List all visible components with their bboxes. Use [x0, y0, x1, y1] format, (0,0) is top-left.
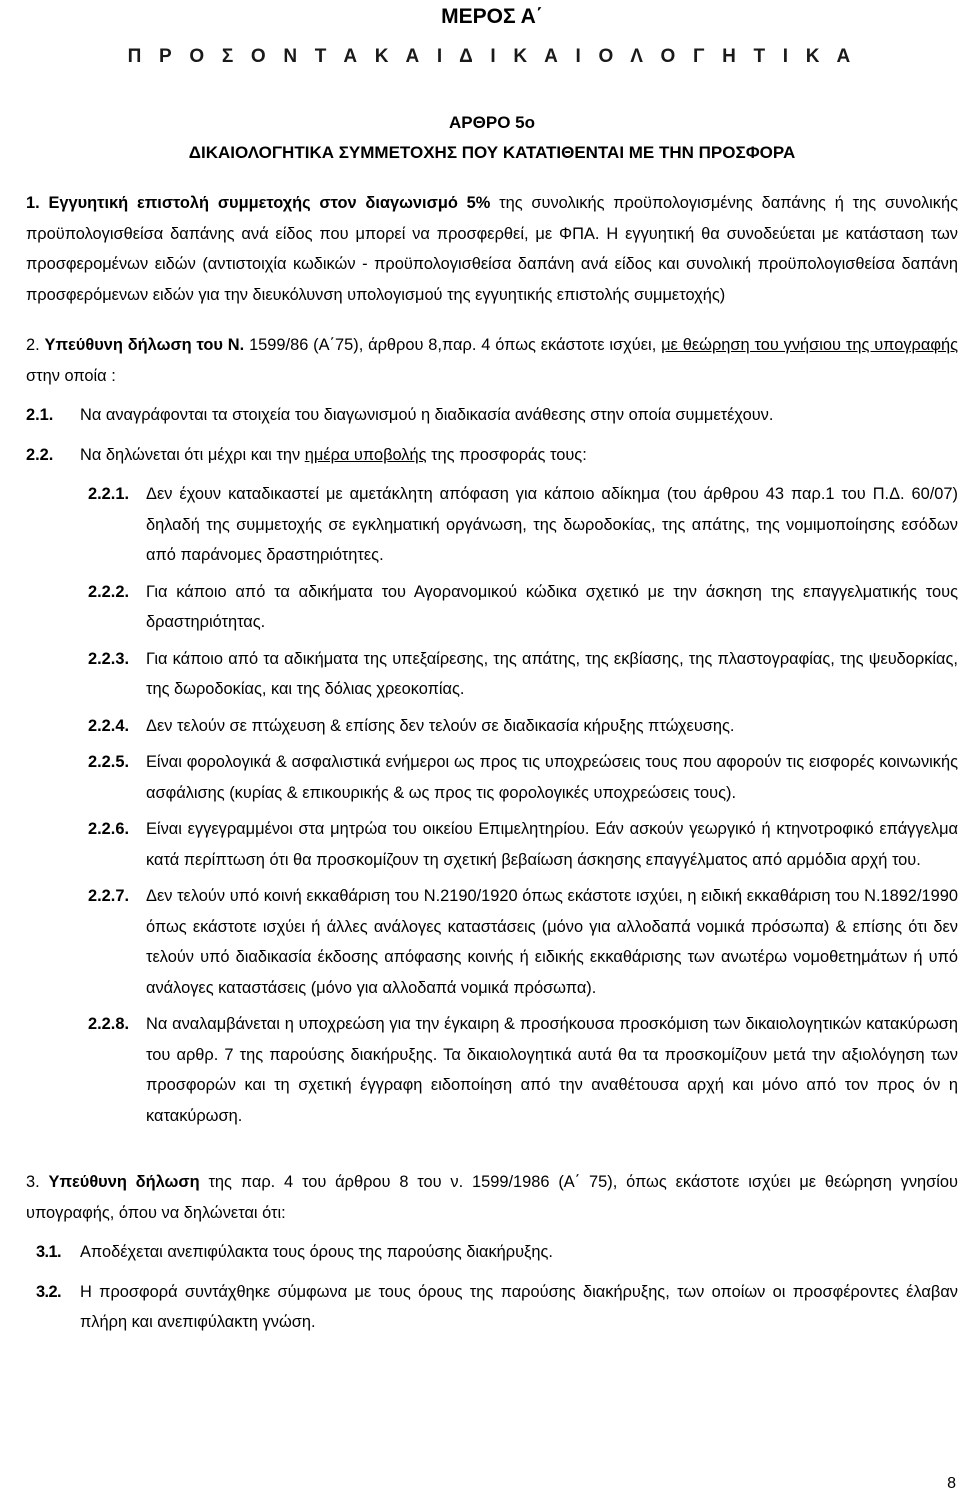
sub-sub-item: [88, 747, 958, 808]
sub-sub-item-number: 2.2.6.: [88, 820, 130, 838]
sub-item-3-1: [36, 1237, 958, 1268]
sub-item-3-2: [36, 1277, 958, 1338]
item-3-number: 3.: [26, 1173, 40, 1191]
item-2-heading: Υπεύθυνη δήλωση του Ν.: [44, 336, 245, 354]
page-number: 8: [947, 1475, 956, 1492]
item-2-tail: στην οποία :: [26, 366, 116, 385]
item-2-underlined: με θεώρηση του γνήσιου της υπογραφής: [661, 336, 959, 354]
item-1-number: 1.: [26, 194, 40, 212]
sub-item-pre: Να δηλώνεται ότι μέχρι και την: [80, 445, 305, 464]
sub-sub-item-number: 2.2.4.: [88, 716, 130, 735]
sub-item-number: 3.1.: [36, 1243, 61, 1261]
sub-sub-item-number: 2.2.2.: [88, 582, 130, 601]
sub-item-text: [80, 440, 958, 471]
sub-sub-item-text: Για κάποιο από τα αδικήματα του Αγορανομικού κώδικα σχετικό με την άσκηση της επαγγελματικής τους δραστηριότητας.: [146, 582, 958, 631]
sub-sub-item: [88, 711, 958, 742]
sub-item-number: 3.2.: [36, 1282, 61, 1301]
item-1: [26, 188, 958, 310]
sub-sub-item-number: 2.2.5.: [88, 753, 130, 771]
item-2: [26, 330, 958, 391]
sub-item-number: 2.1.: [26, 406, 54, 424]
item-2-text: 1599/86 (Α΄75), άρθρου 8,παρ. 4 όπως εκάστοτε ισχύει,: [244, 336, 662, 354]
sub-item-underlined: ημέρα υποβολής: [304, 445, 427, 464]
document-page: [26, 0, 958, 1338]
sub-sub-item-text: Να αναλαμβάνεται η υποχρεώση για την έγκαιρη & προσήκουσα προσκόμιση των δικαιολογητικών κατακύρωση του αρθρ. 7 της παρούσης διακήρυξης. Τα δικαιολογητικά αυτά θα τα προσκομίζουν μετά την αξιολόγηση των προσφορών και τη σχετική έγγραφη ειδοποίηση από την αναθέτουσα αρχή και μόνο από τον προς όν η κατακύρωση.: [146, 1015, 958, 1125]
sub-item-2-2: [26, 440, 958, 471]
item-2-number: 2.: [26, 336, 40, 354]
sub-sub-item: [88, 577, 958, 638]
item-3-heading: Υπεύθυνη δήλωση: [48, 1173, 200, 1191]
item-3-text: της παρ. 4 του άρθρου 8 του ν. 1599/1986 (Α΄ 75), όπως εκάστοτε ισχύει με θεώρηση γνησίου υπογραφής, όπου να δηλώνεται ότι:: [26, 1173, 958, 1222]
sub-item-2-1: [26, 400, 958, 431]
sub-sub-item-number: 2.2.8.: [88, 1015, 130, 1033]
sub-sub-item-text: Δεν τελούν σε πτώχευση & επίσης δεν τελούν σε διαδικασία κήρυξης πτώχευσης.: [146, 716, 735, 735]
sub-item-post: της προσφοράς τους:: [426, 445, 587, 464]
sub-item-text: Η προσφορά συντάχθηκε σύμφωνα με τους όρους της παρούσης διακήρυξης, των οποίων οι προσφέροντες έλαβαν πλήρη και ανεπιφύλακτη γνώση.: [80, 1282, 958, 1331]
sub-sub-item-text: Για κάποιο από τα αδικήματα της υπεξαίρεσης, της απάτης, της εκβίασης, της πλαστογραφίας, της ψευδορκίας, της δωροδοκίας, και της δόλιας χρεοκοπίας.: [146, 649, 958, 698]
sub-sub-item-number: 2.2.3.: [88, 649, 130, 668]
item-3: [26, 1167, 958, 1228]
item-1-text: της συνολικής προϋπολογισμένης δαπάνης ή της συνολικής προϋπολογισθείσα δαπάνης ανά είδος που μπορεί να προσφερθεί, με ΦΠΑ. Η εγγυητική θα συνοδεύεται με κατάσταση των προσφερομένων ειδών (αντιστοιχία κωδικών - προϋπολογισθείσα δαπάνη ανά είδος και συνολική προϋπολογισθείσα δαπάνη προσφερόμενων ειδών για την διευκόλυνση υπολογισμού της εγγυητικής επιστολής συμμετοχής): [26, 194, 959, 304]
sub-sub-item: [88, 814, 958, 875]
sub-sub-item: [88, 479, 958, 571]
sub-sub-item-text: Είναι φορολογικά & ασφαλιστικά ενήμεροι ως προς τις υποχρεώσεις τους που αφορούν τις εισφορές κοινωνικής ασφάλισης (κυρίας & επικουρικής & ως προς τις φορολογικές υποχρεώσεις τους).: [146, 753, 958, 802]
article-title: ΔΙΚΑΙΟΛΟΓΗΤΙΚΑ ΣΥΜΜΕΤΟΧΗΣ ΠΟΥ ΚΑΤΑΤΙΘΕΝΤΑΙ ΜΕ ΤΗΝ ΠΡΟΣΦΟΡΑ: [188, 143, 796, 162]
sub-sub-item-text: Δεν τελούν υπό κοινή εκκαθάριση του Ν.2190/1920 όπως εκάστοτε ισχύει, η ειδική εκκαθάριση του Ν.1892/1990 όπως εκάστοτε ισχύει ή άλλες ανάλογες καταστάσεις (μόνο για αλλοδαπά νομικά πρόσωπα) & επίσης ότι δεν τελούν υπό διαδικασία έκδοσης απόφασης κοινής ή ειδικής εκκαθάρισης των ανωτέρω νομοθετημάτων ή υπό ανάλογες καταστάσεις (μόνο για αλλοδαπά νομικά πρόσωπα).: [146, 887, 958, 997]
part-title: ΜΕΡΟΣ Α΄: [441, 5, 543, 28]
sub-sub-item-number: 2.2.7.: [88, 887, 130, 905]
sub-sub-item-text: Είναι εγγεγραμμένοι στα μητρώα του οικείου Επιμελητηρίου. Εάν ασκούν γεωργικό ή κτηνοτροφικό επάγγελμα κατά περίπτωση ότι θα προσκομίζουν τη σχετική βεβαίωση άσκησης επαγγέλματος από αρμόδια αρχή του.: [146, 820, 958, 869]
sub-item-text: Αποδέχεται ανεπιφύλακτα τους όρους της παρούσης διακήρυξης.: [80, 1243, 553, 1261]
item-1-heading: Εγγυητική επιστολή συμμετοχής στον διαγωνισμό 5%: [48, 194, 491, 212]
sub-item-text: Να αναγράφονται τα στοιχεία του διαγωνισμού η διαδικασία ανάθεσης στην οποία συμμετέχουν.: [80, 406, 774, 424]
sub-item-number: 2.2.: [26, 445, 54, 464]
article-number: ΑΡΘΡΟ 5ο: [449, 113, 535, 132]
sub-sub-item-text: Δεν έχουν καταδικαστεί με αμετάκλητη απόφαση για κάποιο αδίκημα (του άρθρου 43 παρ.1 του Π.Δ. 60/07) δηλαδή της συμμετοχής σε εγκληματική οργάνωση, της δωροδοκίας, της απάτης, της νομιμοποίησης εσόδων από παράνομες δραστηριότητες.: [146, 485, 958, 564]
sub-sub-item: [88, 881, 958, 1003]
sub-sub-item: [88, 1009, 958, 1131]
section-subtitle: Π Ρ Ο Σ Ο Ν Τ Α Κ Α Ι Δ Ι Κ Α Ι Ο Λ Ο Γ Η Τ Ι Κ Α: [127, 46, 857, 67]
sub-sub-item: [88, 644, 958, 705]
sub-sub-item-number: 2.2.1.: [88, 485, 130, 503]
